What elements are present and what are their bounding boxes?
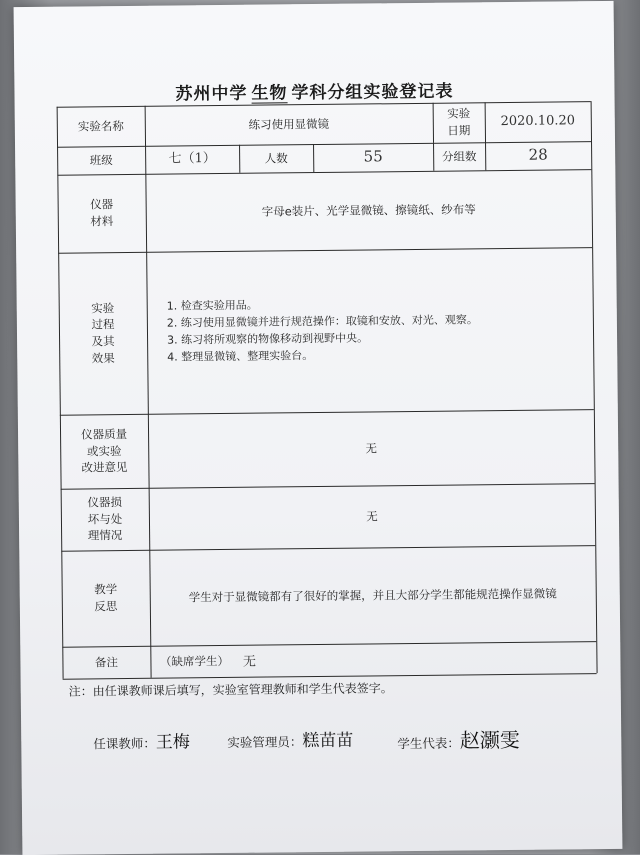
quality-suggestion-label: 仪器质量 或实验 改进意见 — [80, 426, 128, 475]
process-step: 4. 整理显微镜、整理实验台。 — [167, 349, 314, 364]
class-value: 七（1） — [168, 150, 216, 167]
student-count-label: 人数 — [264, 150, 288, 166]
student-count-value: 55 — [363, 147, 383, 166]
remarks-value: 无 — [242, 654, 257, 670]
process-steps — [167, 293, 588, 366]
teaching-reflection-value: 学生对于显微镜都有了很好的掌握，并且大部分学生都能规范操作显微镜 — [188, 586, 557, 605]
process-label: 实验 过程 及其 效果 — [91, 300, 115, 366]
absent-students-label: （缺席学生） — [159, 653, 230, 669]
experiment-name-label: 实验名称 — [77, 118, 124, 134]
process-step: 3. 练习将所观察的物像移动到视野中央。 — [167, 331, 369, 347]
title-rest: 学科分组实验登记表 — [291, 81, 454, 104]
form-note: 注：由任课教师课后填写，实验室管理教师和学生代表签字。 — [68, 681, 393, 699]
lab-manager-label: 实验管理员： — [227, 734, 303, 750]
lab-manager-signature-value: 糕苗苗 — [302, 730, 354, 752]
lab-manager-signature — [227, 726, 353, 752]
group-count-value: 28 — [528, 145, 548, 164]
experiment-date-label: 实验 日期 — [447, 106, 471, 138]
title-subject: 生物 — [251, 83, 288, 104]
teacher-signature-value: 王梅 — [155, 732, 190, 753]
quality-suggestion-value: 无 — [365, 441, 378, 456]
remarks-label: 备注 — [94, 654, 119, 670]
equipment-label: 仪器 材料 — [90, 197, 114, 229]
damage-handling-value: 无 — [366, 509, 378, 524]
registration-form-sheet — [14, 1, 623, 855]
class-label: 班级 — [89, 152, 113, 168]
process-step: 1. 检查实验用品。 — [166, 298, 258, 313]
teaching-reflection-label: 教学 反思 — [94, 582, 118, 614]
title-school: 苏州中学 — [175, 83, 248, 105]
damage-handling-label: 仪器损 坏与处 理情况 — [87, 495, 123, 543]
teacher-label: 任课教师： — [93, 735, 156, 752]
experiment-name-value: 练习使用显微镜 — [248, 116, 330, 132]
student-rep-label: 学生代表： — [397, 735, 460, 752]
student-rep-signature-value: 赵灏雯 — [459, 727, 520, 753]
equipment-value: 字母e装片、光学显微镜、擦镜纸、纱布等 — [261, 201, 476, 219]
process-step: 2. 练习使用显微镜并进行规范操作：取镜和安放、对光、观察。 — [166, 313, 478, 330]
teacher-signature — [93, 727, 190, 753]
student-rep-signature — [397, 724, 520, 754]
experiment-date-value: 2020.10.20 — [500, 112, 576, 129]
group-count-label: 分组数 — [441, 148, 477, 164]
